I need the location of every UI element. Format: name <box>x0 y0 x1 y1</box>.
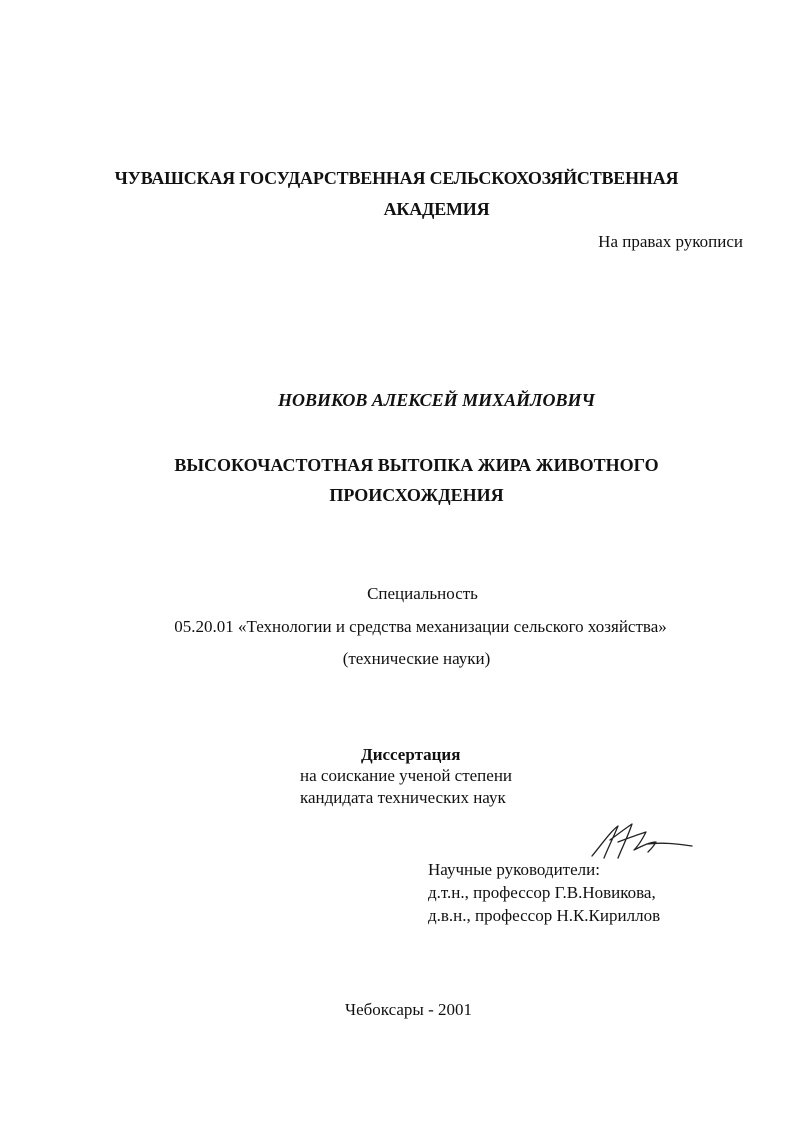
author-name: НОВИКОВ АЛЕКСЕЙ МИХАЙЛОВИЧ <box>278 390 595 410</box>
rights-note: На правах рукописи <box>598 232 743 251</box>
advisor-2: д.в.н., профессор Н.К.Кириллов <box>428 906 661 925</box>
title-line-2: ПРОИСХОЖДЕНИЯ <box>329 485 504 505</box>
dissertation-line-1: на соискание ученой степени <box>300 766 513 785</box>
specialty-label: Специальность <box>367 584 478 603</box>
city-year: Чебоксары - 2001 <box>345 1000 472 1019</box>
dissertation-line-2: кандидата технических наук <box>300 788 506 807</box>
title-line-1: ВЫСОКОЧАСТОТНАЯ ВЫТОПКА ЖИРА ЖИВОТНОГО <box>174 455 659 475</box>
institution-line-2: АКАДЕМИЯ <box>383 199 490 219</box>
signature-icon <box>588 822 698 862</box>
institution-line-1: ЧУВАШСКАЯ ГОСУДАРСТВЕННАЯ СЕЛЬСКОХОЗЯЙСТВЕННАЯ <box>114 168 679 188</box>
advisors-heading: Научные руководители: <box>428 860 600 879</box>
dissertation-heading: Диссертация <box>361 745 461 764</box>
specialty-code-name: 05.20.01 «Технологии и средства механизации сельского хозяйства» <box>174 617 667 636</box>
advisor-1: д.т.н., профессор Г.В.Новикова, <box>428 883 656 902</box>
specialty-field: (технические науки) <box>342 649 491 668</box>
